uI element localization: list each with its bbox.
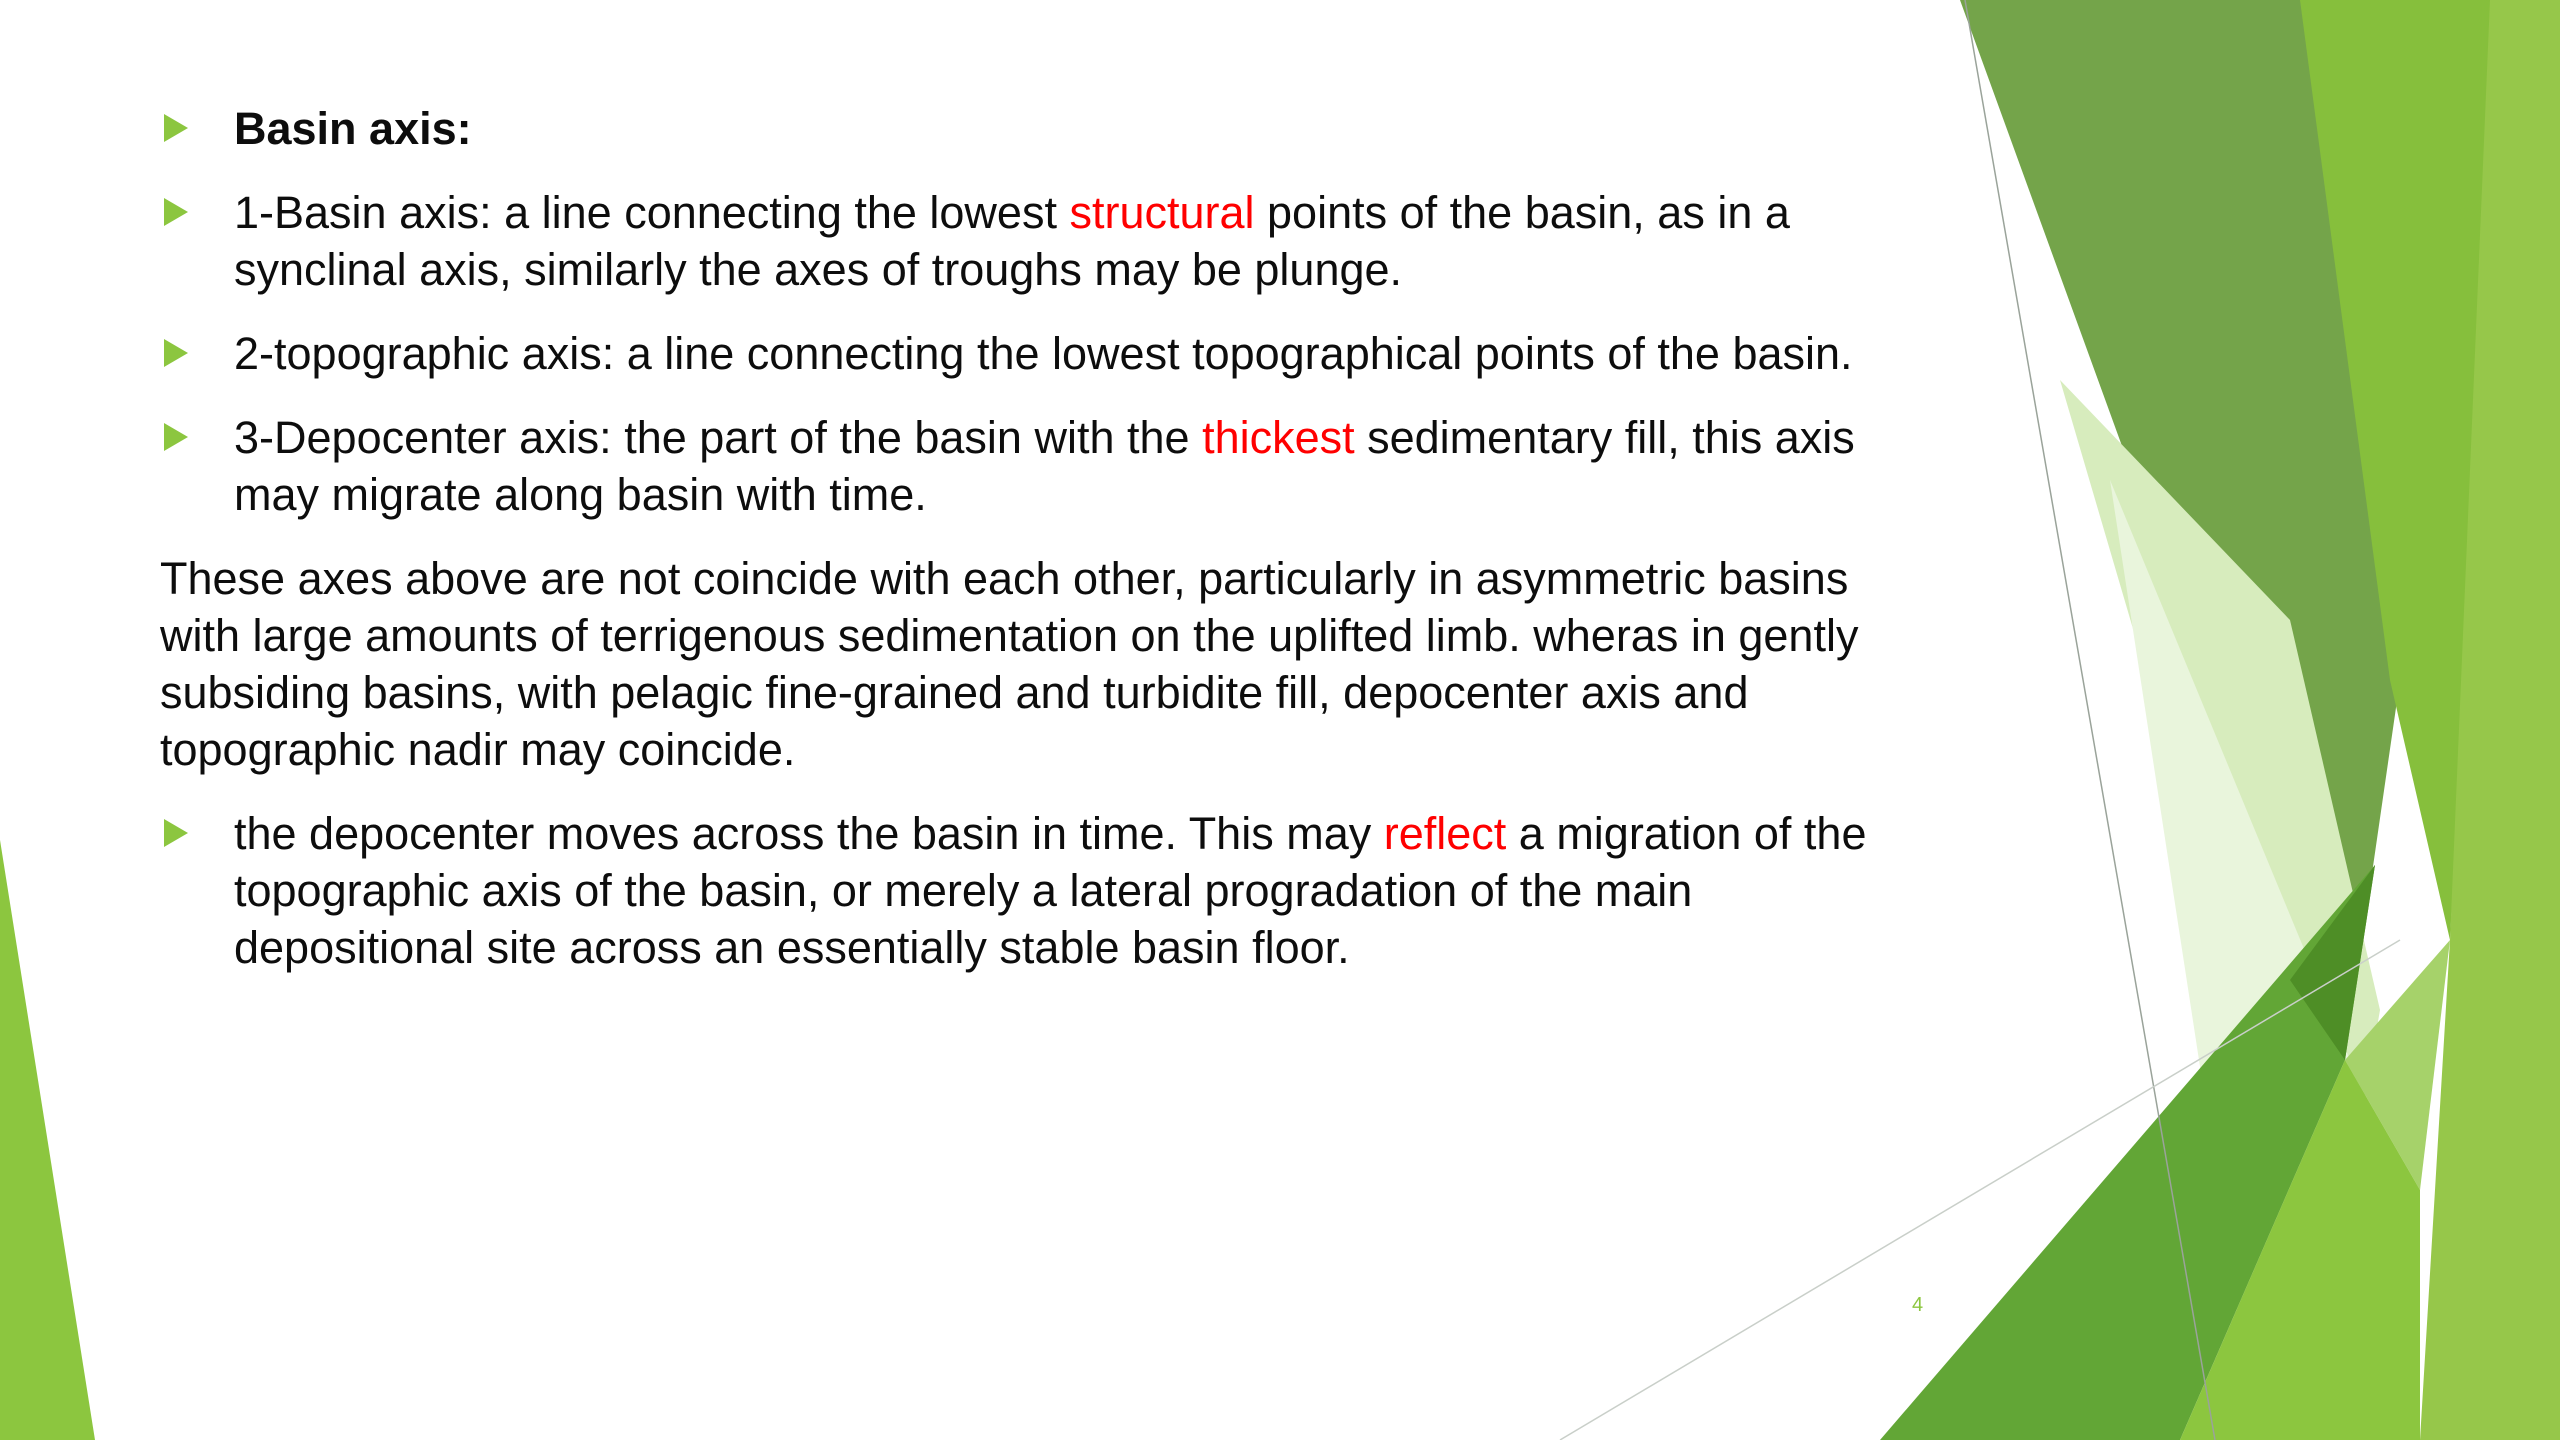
paragraph-text: These axes above are not coincide with each other, particularly in asymmetric basins with large amounts of terrigenous sedimentation on the uplifted limb. wheras in gently subsiding basins, with pelagic fine-grained and turbidite fill, depocenter axis and topographic nadir may coincide. bbox=[160, 553, 1859, 775]
triangle-right-icon bbox=[164, 114, 188, 142]
triangle-right-icon bbox=[164, 198, 188, 226]
bullet-basin-axis bbox=[160, 184, 1920, 298]
bullet-4-highlight: reflect bbox=[1383, 808, 1507, 859]
slide-content bbox=[160, 100, 1920, 976]
page-number: 4 bbox=[1912, 1294, 1924, 1316]
bullet-4-text-a: the depocenter moves across the basin in time. This may bbox=[234, 808, 1384, 859]
bullet-depocenter-axis bbox=[160, 409, 1920, 523]
bullet-3-highlight: thickest bbox=[1202, 412, 1355, 463]
bullet-1-text-a: 1-Basin axis: a line connecting the lowest bbox=[234, 187, 1070, 238]
heading-item bbox=[160, 100, 1920, 157]
bullet-4-text-b: a migration of the topographic axis of the basin, or merely a lateral progradation of the main depositional site across an essentially stable basin floor. bbox=[234, 808, 1867, 973]
bullet-1-text-b: points of the basin, as in a synclinal axis, similarly the axes of troughs may be plunge. bbox=[234, 187, 1790, 295]
bullet-topographic-axis bbox=[160, 325, 1920, 382]
triangle-right-icon bbox=[164, 423, 188, 451]
bullet-3-text-a: 3-Depocenter axis: the part of the basin with the bbox=[234, 412, 1203, 463]
heading-text: Basin axis: bbox=[234, 103, 472, 154]
bullet-depocenter-moves bbox=[160, 805, 1920, 976]
bullet-3-text-b: sedimentary fill, this axis may migrate along basin with time. bbox=[234, 412, 1855, 520]
paragraph-axes-coincide bbox=[160, 550, 1920, 778]
triangle-right-icon bbox=[164, 339, 188, 367]
bullet-2-text: 2-topographic axis: a line connecting the lowest topographical points of the basin. bbox=[234, 328, 1853, 379]
left-facet bbox=[0, 840, 95, 1440]
bullet-1-highlight: structural bbox=[1069, 187, 1255, 238]
triangle-right-icon bbox=[164, 819, 188, 847]
